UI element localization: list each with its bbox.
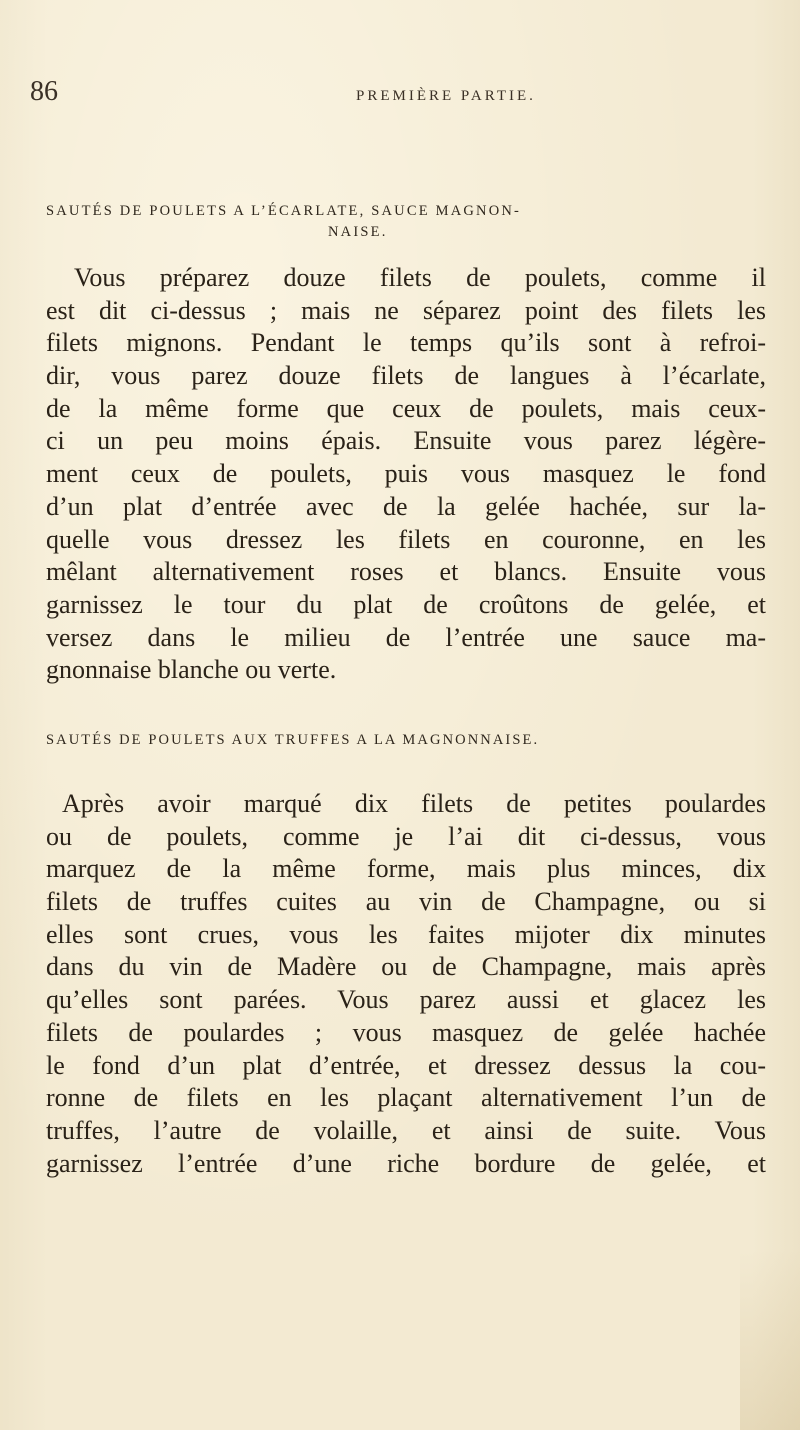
text-line: ci un peu moins épais. Ensuite vous parez légère-	[46, 426, 766, 456]
text-line: marquez de la même forme, mais plus minces, dix	[46, 854, 766, 884]
text-line: filets de truffes cuites au vin de Champagne, ou si	[46, 887, 766, 917]
text-line: garnissez l’entrée d’une riche bordure de gelée, et	[46, 1148, 766, 1178]
text-line: filets de poulardes ; vous masquez de gelée hachée	[46, 1017, 766, 1047]
text-line: d’un plat d’entrée avec de la gelée hachée, sur la-	[46, 491, 766, 521]
text-line: mêlant alternativement roses et blancs. Ensuite vous	[46, 557, 766, 587]
text-line: gnonnaise blanche ou verte.	[46, 655, 337, 685]
text-line: garnissez le tour du plat de croûtons de gelée, et	[46, 589, 766, 619]
text-line: Vous préparez douze filets de poulets, comme il	[74, 263, 766, 292]
text-line: est dit ci-dessus ; mais ne séparez point des filets les	[46, 295, 766, 325]
section-heading-ecarlate: SAUTÉS DE POULETS A L’ÉCARLATE, SAUCE MAGNON-	[46, 203, 522, 219]
paragraph-ecarlate	[46, 262, 766, 687]
text-line: dir, vous parez douze filets de langues à l’écarlate,	[46, 361, 766, 391]
text-line: truffes, l’autre de volaille, et ainsi de suite. Vous	[46, 1115, 766, 1145]
text-line: Après avoir marqué dix filets de petites poulardes	[62, 789, 766, 818]
running-head	[0, 76, 800, 106]
running-title: PREMIÈRE PARTIE.	[356, 88, 536, 104]
text-line: ment ceux de poulets, puis vous masquez le fond	[46, 459, 766, 489]
text-line: elles sont crues, vous les faites mijoter dix minutes	[46, 919, 766, 949]
text-line: ronne de filets en les plaçant alternativement l’un de	[46, 1083, 766, 1113]
paper-stain	[740, 1250, 800, 1430]
text-line: versez dans le milieu de l’entrée une sauce ma-	[46, 622, 766, 652]
text-line: quelle vous dressez les filets en couronne, en les	[46, 524, 766, 554]
text-line: filets mignons. Pendant le temps qu’ils sont à refroi-	[46, 328, 766, 358]
section-heading-ecarlate-continued: NAISE.	[328, 224, 388, 240]
text-line: ou de poulets, comme je l’ai dit ci-dessus, vous	[46, 821, 766, 851]
page-number: 86	[30, 76, 58, 107]
text-line: dans du vin de Madère ou de Champagne, mais après	[46, 952, 766, 982]
text-line: qu’elles sont parées. Vous parez aussi et glacez les	[46, 985, 766, 1015]
text-line: de la même forme que ceux de poulets, mais ceux-	[46, 393, 766, 423]
text-line: le fond d’un plat d’entrée, et dressez dessus la cou-	[46, 1050, 766, 1080]
section-heading-truffes: SAUTÉS DE POULETS AUX TRUFFES A LA MAGNONNAISE.	[46, 732, 540, 748]
paragraph-truffes	[46, 788, 766, 1180]
